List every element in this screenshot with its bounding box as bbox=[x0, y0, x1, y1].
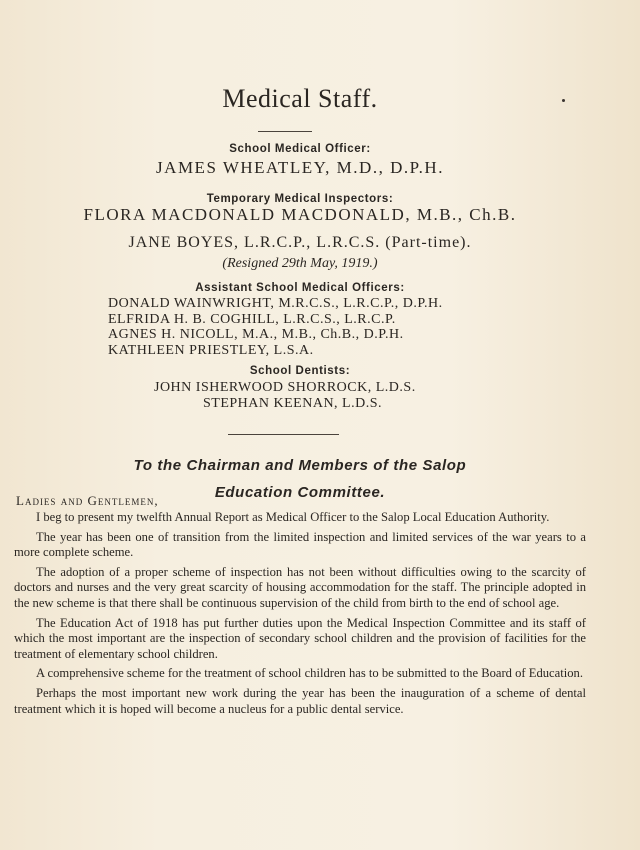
salutation: Ladies and Gentlemen, bbox=[16, 493, 159, 508]
addressee-line: Education Committee. bbox=[214, 484, 386, 501]
report-body bbox=[14, 510, 586, 721]
dentist-name: STEPHAN KEENAN, L.D.S. bbox=[203, 395, 382, 411]
addressee-line: To the Chairman and Members of the Salop bbox=[133, 457, 467, 474]
body-paragraph: The year has been one of transition from the limited inspection and limited services of the war years to a more complete scheme. bbox=[14, 529, 586, 560]
body-paragraph: Perhaps the most important new work during the year has been the inauguration of a scheme of dental treatment which it is hoped will become a nucleus for a public dental service. bbox=[14, 685, 586, 716]
body-paragraph: The adoption of a proper scheme of inspection has not been without difficulties owing to the scarcity of doctors and nurses and the very great scarcity of housing accommodation for the staff. The principle adopted in the new scheme is that there shall be continuous supervision of the child from birth to the end of school age. bbox=[14, 564, 586, 610]
dentist-name: JOHN ISHERWOOD SHORROCK, L.D.S. bbox=[154, 380, 416, 395]
dentists-heading: School Dentists: bbox=[249, 365, 351, 377]
assistant-officer-name: KATHLEEN PRIESTLEY, L.S.A. bbox=[108, 342, 314, 358]
body-paragraph: I beg to present my twelfth Annual Report as Medical Officer to the Salop Local Education Authority. bbox=[36, 510, 550, 524]
title-rule bbox=[258, 131, 312, 132]
school-medical-officer-heading: School Medical Officer: bbox=[229, 143, 371, 155]
assistant-officer-name: DONALD WAINWRIGHT, M.R.C.S., L.R.C.P., D.P.H. bbox=[108, 296, 443, 311]
temporary-inspector-name: JANE BOYES, L.R.C.P., L.R.C.S. (Part-time). bbox=[128, 234, 472, 251]
assistant-officers-list bbox=[108, 296, 443, 358]
school-medical-officer-name: JAMES WHEATLEY, M.D., D.P.H. bbox=[156, 158, 444, 177]
temporary-inspectors-heading: Temporary Medical Inspectors: bbox=[206, 193, 394, 205]
section-divider bbox=[228, 434, 339, 435]
body-paragraph: A comprehensive scheme for the treatment of school children has to be submitted to the Board of Education. bbox=[36, 666, 583, 681]
resignation-note: (Resigned 29th May, 1919.) bbox=[222, 256, 378, 271]
page-title: Medical Staff. bbox=[222, 84, 378, 113]
assistant-officer-name: AGNES H. NICOLL, M.A., M.B., Ch.B., D.P.H. bbox=[108, 327, 404, 342]
body-paragraph: The Education Act of 1918 has put further duties upon the Medical Inspection Committee and its staff of which the most important are the inspection of secondary school children and the provision of facilities for the treatment of elementary school children. bbox=[14, 615, 586, 661]
assistant-officer-name: ELFRIDA H. B. COGHILL, L.R.C.S., L.R.C.P. bbox=[108, 311, 396, 327]
dentists-list bbox=[154, 380, 416, 411]
ink-speck bbox=[562, 99, 565, 102]
temporary-inspector-name: FLORA MACDONALD MACDONALD, M.B., Ch.B. bbox=[83, 205, 517, 224]
assistant-officers-heading: Assistant School Medical Officers: bbox=[195, 282, 405, 294]
